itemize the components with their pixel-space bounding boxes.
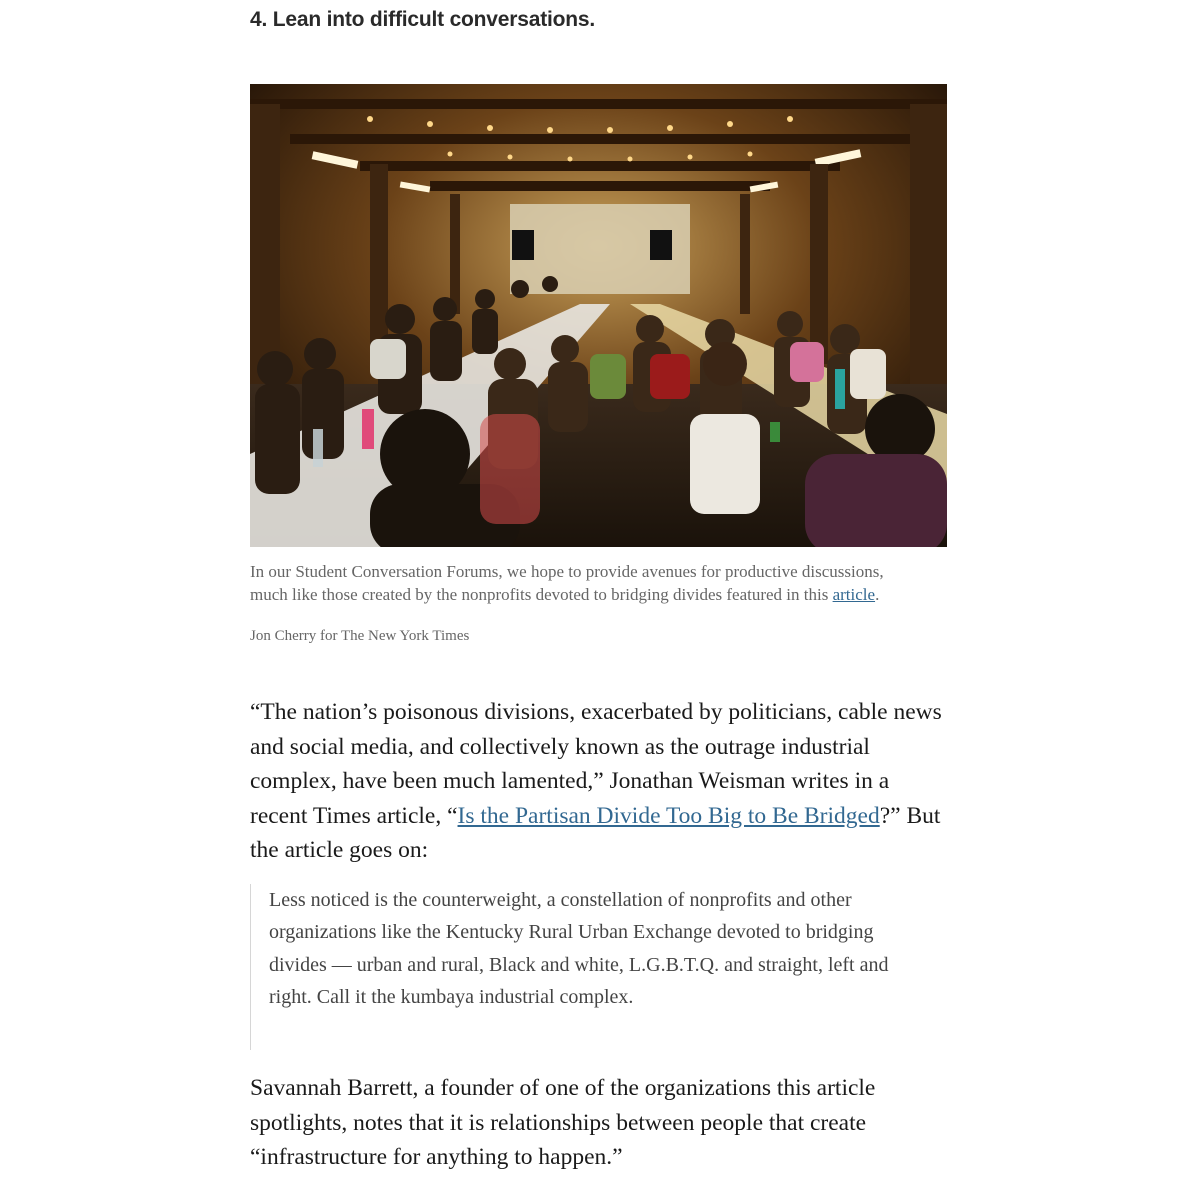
paragraph-1-text-end: ?” But the article goes on: bbox=[250, 802, 941, 864]
paragraph-1-text: “The nation’s poisonous divisions, exacerbated by politicians, cable news and social media, and collectively known as the outrage industrial complex, have been much lamented,” Jonathan Weisman writes in a recent Times article, “ bbox=[250, 699, 942, 829]
photo-caption bbox=[250, 560, 900, 606]
body-paragraph-1 bbox=[250, 695, 950, 868]
body-paragraph-2: Savannah Barrett, a founder of one of the organizations this article spotlights, notes that it is relationships between people that create “infrastructure for anything to happen.” bbox=[250, 1075, 876, 1171]
photo-credit: Jon Cherry for The New York Times bbox=[250, 628, 470, 644]
partisan-divide-article-link[interactable]: Is the Partisan Divide Too Big to Be Bridged bbox=[457, 802, 880, 829]
caption-text-end: . bbox=[875, 585, 880, 604]
article-photo bbox=[250, 84, 947, 547]
caption-article-link[interactable]: article bbox=[832, 585, 876, 604]
barn-dinner-illustration bbox=[250, 84, 947, 547]
blockquote: Less noticed is the counterweight, a constellation of nonprofits and other organizations like the Kentucky Rural Urban Exchange devoted to bridging divides — urban and rural, Black and white, L.G.B.T.Q. and straight, left and right. Call it the kumbaya industrial complex. bbox=[250, 884, 890, 1050]
section-heading: 4. Lean into difficult conversations. bbox=[250, 8, 595, 31]
caption-text: In our Student Conversation Forums, we hope to provide avenues for productive discussions, much like those created by the nonprofits devoted to bridging divides featured in this bbox=[250, 562, 884, 604]
